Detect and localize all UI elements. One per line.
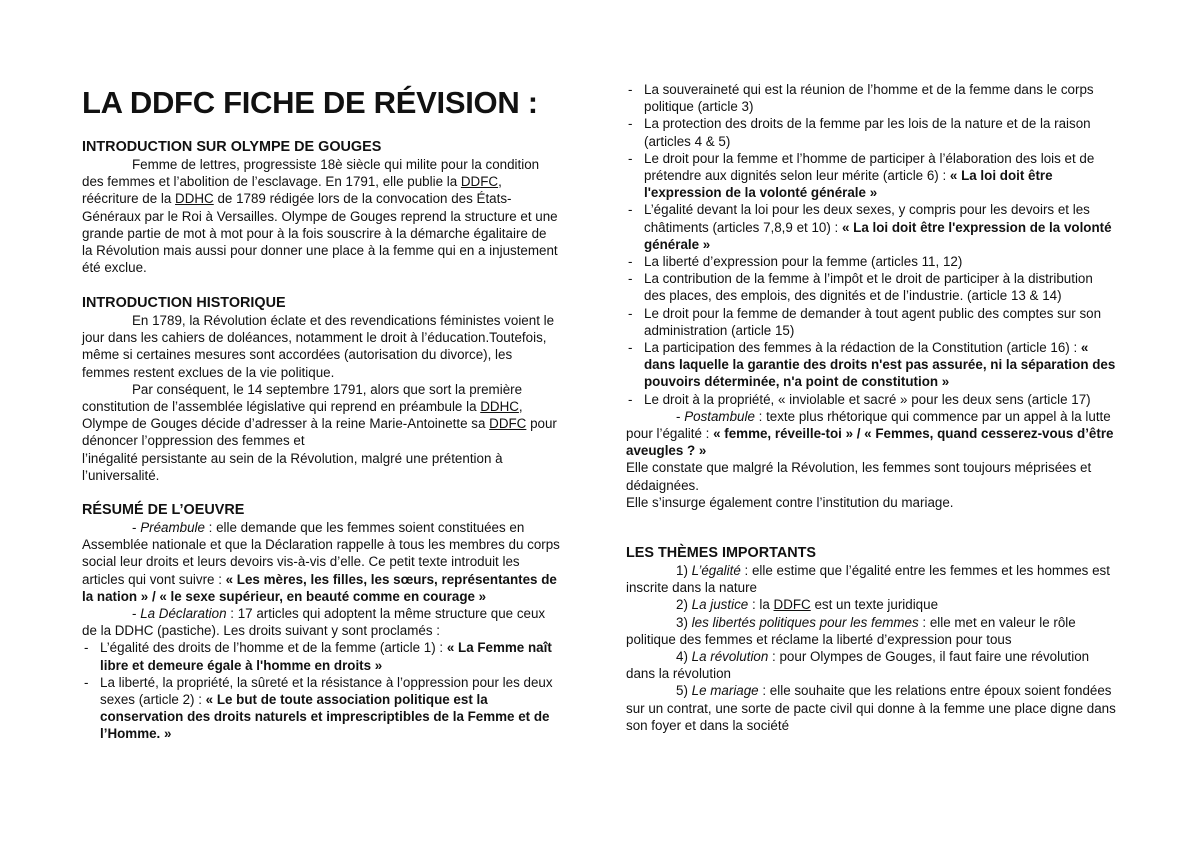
quote: « dans laquelle la garantie des droits n'est pas assurée, ni la séparation des pouvoirs déterminée, n'a point de constitution » xyxy=(644,340,1116,390)
quote: « Le but de toute association politique est la conservation des droits naturels et imprescriptibles de la Femme et de l’Homme. » xyxy=(100,692,550,742)
ddhc-ref: DDHC xyxy=(175,191,214,207)
text-run: La participation des femmes à la rédaction de la Constitution (article 16) : xyxy=(644,340,1081,356)
text-run: : elle souhaite que les relations entre époux soient fondées sur un contrat, une sorte de pacte civil qui donne à la femme une place digne dans son foyer et dans la société xyxy=(626,683,1116,733)
text-run: Le droit à la propriété, « inviolable et sacré » pour les deux sens (article 17) xyxy=(644,391,1091,407)
text-run: La protection des droits de la femme par les lois de la nature et de la raison (articles 4 & 5) xyxy=(644,116,1091,149)
declaration-label: La Déclaration xyxy=(140,606,227,622)
text-run: La contribution de la femme à l’impôt et le droit de participer à la distribution des places, des emplois, des dignités et de l’industrie. (article 13 & 14) xyxy=(644,271,1093,304)
rights-list-right xyxy=(626,81,1118,408)
text-run: Le droit pour la femme et l’homme de participer à l’élaboration des lois et de prétendre aux dignités selon leur mérite (article 6) : xyxy=(644,150,1095,184)
heading-resume: RÉSUMÉ DE L’OEUVRE xyxy=(82,502,245,518)
list-item xyxy=(626,253,1118,270)
text-run: La souveraineté qui est la réunion de l’homme et de la femme dans le corps politique (article 3) xyxy=(644,82,1094,115)
list-item xyxy=(82,674,560,743)
quote: « Les mères, les filles, les sœurs, représentantes de la nation » / « le sexe supérieur, en beauté comme en courage » xyxy=(82,571,557,604)
theme-justice xyxy=(626,596,1118,613)
text-run: 1) xyxy=(676,563,692,578)
text-run: : elle estime que l’égalité entre les femmes et les hommes est inscrite dans la nature xyxy=(626,563,1110,596)
text-run: Le droit pour la femme de demander à tout agent public des comptes sur son administration (article 15) xyxy=(644,305,1102,338)
section-intro-gouges xyxy=(82,139,560,276)
paragraph-preambule xyxy=(82,519,560,605)
paragraph-historique-1: En 1789, la Révolution éclate et des revendications féministes voient le jour dans les cahiers de doléances, notamment le droit à l’éducation.Toutefois, même si certaines mesures sont accordées (autorisation du divorce), les femmes restent exclues de la vie politique. xyxy=(82,313,555,380)
quote: « La loi doit être l'expression de la volonté générale » xyxy=(644,168,1053,201)
theme-label: L’égalité xyxy=(691,563,741,578)
paragraph-postambule-2: Elle constate que malgré la Révolution, les femmes sont toujours méprisées et dédaignées. xyxy=(626,460,1092,493)
list-item xyxy=(82,639,560,673)
list-item xyxy=(626,201,1118,253)
text-run: , Olympe de Gouges décide d’adresser à la reine Marie-Antoinette sa xyxy=(82,399,523,432)
text-run: : pour Olympes de Gouges, il faut faire une révolution dans la révolution xyxy=(626,649,1090,682)
list-item xyxy=(626,270,1118,304)
paragraph-postambule-3: Elle s’insurge également contre l’institution du mariage. xyxy=(626,494,954,510)
ddfc-ref: DDFC xyxy=(773,597,811,613)
preambule-label: Préambule xyxy=(140,520,205,535)
text-run: L’égalité devant la loi pour les deux sexes, y compris pour les devoirs et les châtiments (articles 7,8,9 et 10) : xyxy=(644,202,1090,235)
theme-egalite xyxy=(626,562,1118,596)
paragraph-postambule xyxy=(626,408,1118,460)
section-themes xyxy=(626,545,1118,734)
section-intro-historique xyxy=(82,295,560,484)
heading-intro-gouges: INTRODUCTION SUR OLYMPE DE GOUGES xyxy=(82,139,382,155)
text-run: 5) xyxy=(676,683,692,699)
text-run: L’égalité des droits de l’homme et de la femme (article 1) : xyxy=(100,640,447,656)
theme-label: Le mariage xyxy=(691,683,759,699)
text-run: : elle demande que les femmes soient constituées en Assemblée nationale et que la Déclaration rappelle à tous les membres du corps social leur droits et leurs devoirs vis-à-vis d’elle. Ce petit texte introduit les articles qui vont suivre : xyxy=(82,520,560,587)
heading-themes: LES THÈMES IMPORTANTS xyxy=(626,545,817,561)
text-run: La liberté, la propriété, la sûreté et la résistance à l’oppression pour les deux sexes (article 2) : xyxy=(100,674,553,708)
theme-label: La justice xyxy=(691,597,749,613)
text-run: Femme de lettres, progressiste 18è siècle qui milite pour la condition des femmes et l’abolition de l’esclavage. En 1791, elle publie la xyxy=(82,157,540,190)
text-run: - xyxy=(132,520,141,535)
text-run: 2) xyxy=(676,597,692,613)
text-run: - xyxy=(132,606,141,622)
text-run: Par conséquent, le 14 septembre 1791, alors que sort la première constitution de l’assemblée législative qui reprend en préambule la xyxy=(82,381,523,415)
rights-list-left xyxy=(82,639,560,742)
paragraph-declaration xyxy=(82,605,560,639)
theme-mariage xyxy=(626,682,1118,734)
theme-revolution xyxy=(626,648,1118,682)
ddhc-ref: DDHC xyxy=(480,399,519,415)
section-rights-continued xyxy=(626,81,1118,511)
text-run: La liberté d’expression pour la femme (articles 11, 12) xyxy=(644,254,963,270)
ddfc-ref: DDFC xyxy=(460,174,499,190)
quote: « femme, réveille-toi » / « Femmes, quand cesserez-vous d’être aveugles ? » xyxy=(626,426,1114,459)
quote: « La Femme naît libre et demeure égale à l'homme en droits » xyxy=(100,640,552,673)
text-run: - xyxy=(676,408,685,424)
theme-label: La révolution xyxy=(691,649,769,665)
text-run: : la xyxy=(748,597,774,613)
theme-label: les libertés politiques pour les femmes xyxy=(691,614,919,630)
text-run: : 17 articles qui adoptent la même structure que ceux de la DDHC (pastiche). Les droits suivant y sont proclamés : xyxy=(82,606,546,639)
text-run: 3) xyxy=(676,614,692,630)
text-run: 4) xyxy=(676,649,692,665)
text-run: est un texte juridique xyxy=(810,597,939,613)
list-item xyxy=(626,115,1118,149)
paragraph-intro-gouges xyxy=(82,156,560,276)
list-item xyxy=(626,391,1118,408)
text-run: : elle met en valeur le rôle politique des femmes et réclame la liberté d’expression pour tous xyxy=(626,614,1076,647)
heading-intro-historique: INTRODUCTION HISTORIQUE xyxy=(82,295,286,311)
theme-libertes xyxy=(626,614,1118,648)
text-run: de 1789 rédigée lors de la convocation des États-Généraux par le Roi à Versailles. Olympe de Gouges reprend la structure et une grande partie de mot à mot pour à la fois souscrire à la démarche égalitaire de la Révolution mais aussi pour donner une place à la femme qui en a injustement été exclue. xyxy=(82,191,558,276)
list-item xyxy=(626,305,1118,339)
paragraph-historique-3: l’inégalité persistante au sein de la Révolution, malgré une prétention à l’universalité. xyxy=(82,450,503,483)
list-item xyxy=(626,81,1118,115)
paragraph-historique-2 xyxy=(82,381,560,450)
list-item xyxy=(626,150,1118,202)
section-resume xyxy=(82,502,560,743)
text-run: pour dénoncer l’oppression des femmes et xyxy=(82,416,557,449)
postambule-label: Postambule xyxy=(684,408,755,424)
text-run: : texte plus rhétorique qui commence par un appel à la lutte pour l’égalité : xyxy=(626,408,1111,442)
list-item xyxy=(626,339,1118,391)
ddfc-ref: DDFC xyxy=(489,416,527,432)
page-title: LA DDFC FICHE DE RÉVISION : xyxy=(82,85,538,120)
text-run: , réécriture de la xyxy=(82,174,502,207)
quote: « La loi doit être l'expression de la volonté générale » xyxy=(644,219,1112,252)
